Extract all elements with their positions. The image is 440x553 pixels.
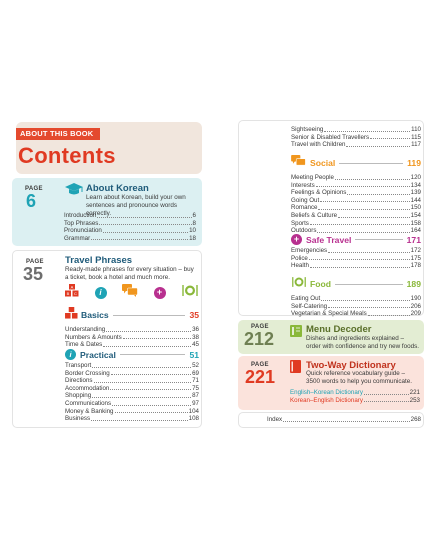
toc-row[interactable]: Police 175 [291, 254, 421, 262]
section-title: Menu Decoder [306, 324, 372, 335]
dictionary-section [238, 356, 424, 410]
heading-rule [355, 239, 402, 240]
toc-row[interactable]: Going Out 144 [291, 196, 421, 204]
section-description: Dishes and ingredients explained – order with confidence and try new foods. [306, 335, 420, 350]
page-number: 35 [23, 264, 44, 284]
toc-row[interactable]: Business 108 [65, 415, 199, 423]
toc-row[interactable]: Money & Banking 104 [65, 407, 199, 415]
category-name: Basics [81, 310, 109, 320]
category-name: Safe Travel [306, 234, 352, 245]
toc-row[interactable]: Time & Dates 45 [65, 341, 199, 349]
category-page: 171 [406, 234, 421, 245]
section-title: Two-Way Dictionary [306, 360, 396, 371]
page-number: 212 [244, 329, 275, 349]
heading-rule [113, 315, 186, 316]
page-number: 6 [26, 191, 37, 211]
toc-row[interactable]: Top Phrases 8 [64, 219, 196, 227]
toc-row[interactable]: Grammar 18 [64, 234, 196, 242]
category-name: Food [310, 279, 331, 289]
plate-fork-icon [181, 284, 199, 302]
toc-row[interactable]: Directions 71 [65, 377, 199, 385]
toc-row[interactable]: Introduction 6 [64, 212, 196, 219]
page-label: PAGE [251, 362, 269, 368]
toc-row[interactable]: Self-Catering 206 [291, 302, 421, 310]
toc-row[interactable]: Accommodation 75 [65, 384, 199, 392]
toc-row[interactable]: Senior & Disabled Travellers 115 [291, 133, 421, 141]
speech-bubbles-icon [291, 154, 306, 172]
toc-row[interactable]: Communications 97 [65, 399, 199, 407]
category-heading[interactable] [291, 234, 421, 245]
category-heading[interactable] [65, 306, 199, 324]
toc-row[interactable]: Sports 158 [291, 219, 421, 227]
category-page: 35 [189, 310, 199, 320]
category-name: Practical [80, 349, 116, 360]
toc-row[interactable]: Understanding 36 [65, 326, 199, 333]
heading-rule [335, 284, 403, 285]
toc-row[interactable]: Border Crossing 69 [65, 369, 199, 377]
info-icon: i [95, 287, 107, 299]
svg-text:C: C [74, 291, 77, 297]
category-heading[interactable] [65, 349, 199, 360]
social-category [291, 154, 421, 235]
toc-list [291, 126, 421, 149]
toc-row[interactable]: Health 178 [291, 262, 421, 270]
toc-row[interactable]: Meeting People 120 [291, 174, 421, 181]
travel-phrases-section [12, 250, 202, 428]
category-page: 119 [407, 158, 421, 168]
page-label: PAGE [251, 324, 269, 330]
page-label: PAGE [26, 259, 44, 265]
section-description: Ready-made phrases for every situation – buy a ticket, book a hotel and much more. [65, 266, 194, 281]
food-category [291, 275, 421, 318]
plus-cross-icon: + [154, 287, 166, 299]
category-page: 51 [189, 349, 199, 360]
basics-category [65, 306, 199, 349]
plus-cross-icon: + [291, 234, 302, 245]
toc-list [267, 416, 421, 424]
category-page: 189 [406, 279, 421, 289]
section-title: Travel Phrases [65, 255, 133, 266]
toc-row[interactable]: Emergencies 172 [291, 247, 421, 254]
page-label: PAGE [25, 186, 43, 192]
category-heading[interactable] [291, 154, 421, 172]
blocks-icon [65, 284, 79, 302]
heading-rule [120, 354, 186, 355]
section-title: About Korean [86, 183, 149, 194]
toc-row[interactable]: Korean–English Dictionary 253 [290, 396, 420, 404]
info-icon: i [65, 349, 76, 360]
toc-row[interactable]: Outdoors 164 [291, 227, 421, 235]
toc-row[interactable]: Interests 134 [291, 181, 421, 189]
blocks-icon [65, 306, 78, 324]
svg-text:B: B [66, 291, 70, 297]
safe-travel-category [291, 234, 421, 270]
category-icons [65, 286, 199, 300]
toc-row[interactable]: Feelings & Opinions 139 [291, 189, 421, 197]
toc-row[interactable]: Beliefs & Culture 154 [291, 211, 421, 219]
toc-row[interactable]: Vegetarian & Special Meals 209 [291, 310, 421, 318]
dictionary-book-icon [290, 360, 302, 373]
toc-row[interactable]: Sightseeing 110 [291, 126, 421, 133]
index-section [238, 412, 424, 428]
section-description: Quick reference vocabulary guide – 3500 words to help you communicate. [306, 370, 413, 385]
menu-book-icon [290, 324, 302, 336]
toc-row[interactable]: English–Korean Dictionary 221 [290, 389, 420, 396]
plate-fork-icon [291, 275, 307, 293]
toc-row[interactable]: Romance 150 [291, 204, 421, 212]
toc-row[interactable]: Numbers & Amounts 38 [65, 333, 199, 341]
section-description: Learn about Korean, build your own sentences and pronounce words correctly. [86, 194, 186, 217]
toc-row[interactable]: Index 268 [267, 416, 421, 423]
toc-row[interactable]: Travel with Children 117 [291, 141, 421, 149]
toc-row[interactable]: Transport 52 [65, 362, 199, 369]
about-this-book-tag: ABOUT THIS BOOK [16, 128, 100, 140]
graduation-cap-icon [64, 182, 84, 196]
toc-row[interactable]: Eating Out 190 [291, 295, 421, 302]
speech-bubbles-icon [122, 284, 138, 302]
toc-row[interactable]: Pronunciation 10 [64, 227, 196, 235]
svg-text:A: A [70, 284, 74, 290]
toc-list [64, 212, 196, 242]
page-number: 221 [245, 367, 276, 387]
travel-phrases-continued [238, 120, 424, 316]
toc-row[interactable]: Shopping 87 [65, 392, 199, 400]
category-heading[interactable] [291, 275, 421, 293]
heading-rule [339, 163, 403, 164]
page-title: Contents [18, 143, 116, 168]
practical-category [65, 349, 199, 423]
about-korean-section [12, 178, 202, 246]
toc-list [290, 389, 420, 404]
menu-decoder-section [238, 320, 424, 354]
category-name: Social [310, 158, 336, 168]
